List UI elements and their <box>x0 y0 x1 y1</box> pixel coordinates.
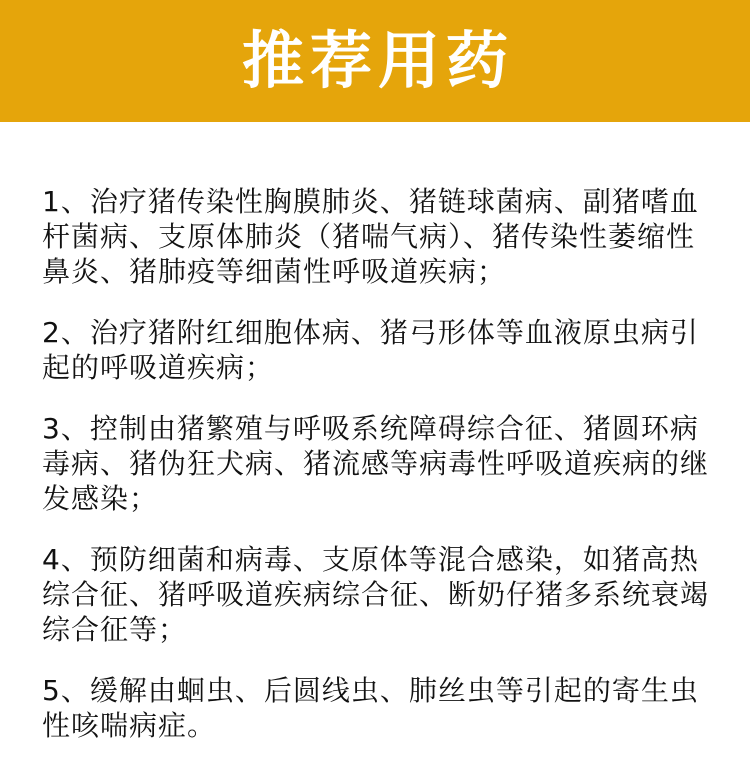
list-item: 4、预防细菌和病毒、支原体等混合感染，如猪高热综合征、猪呼吸道疾病综合征、断奶仔猪多系统衰竭综合征等； <box>42 543 710 646</box>
list-item: 1、治疗猪传染性胸膜肺炎、猪链球菌病、副猪嗜血杆菌病、支原体肺炎（猪喘气病）、猪传染性萎缩性鼻炎、猪肺疫等细菌性呼吸道疾病； <box>42 185 699 288</box>
recommendation-list <box>42 184 722 769</box>
list-item: 2、治疗猪附红细胞体病、猪弓形体等血液原虫病引起的呼吸道疾病； <box>42 316 699 384</box>
list-item: 3、控制由猪繁殖与呼吸系统障碍综合征、猪圆环病毒病、猪伪狂犬病、猪流感等病毒性呼吸道疾病的继发感染； <box>42 412 710 515</box>
list-item: 5、缓解由蛔虫、后圆线虫、肺丝虫等引起的寄生虫性咳喘病症。 <box>42 674 699 742</box>
header-banner <box>0 0 750 122</box>
page-title: 推荐用药 <box>241 24 514 97</box>
